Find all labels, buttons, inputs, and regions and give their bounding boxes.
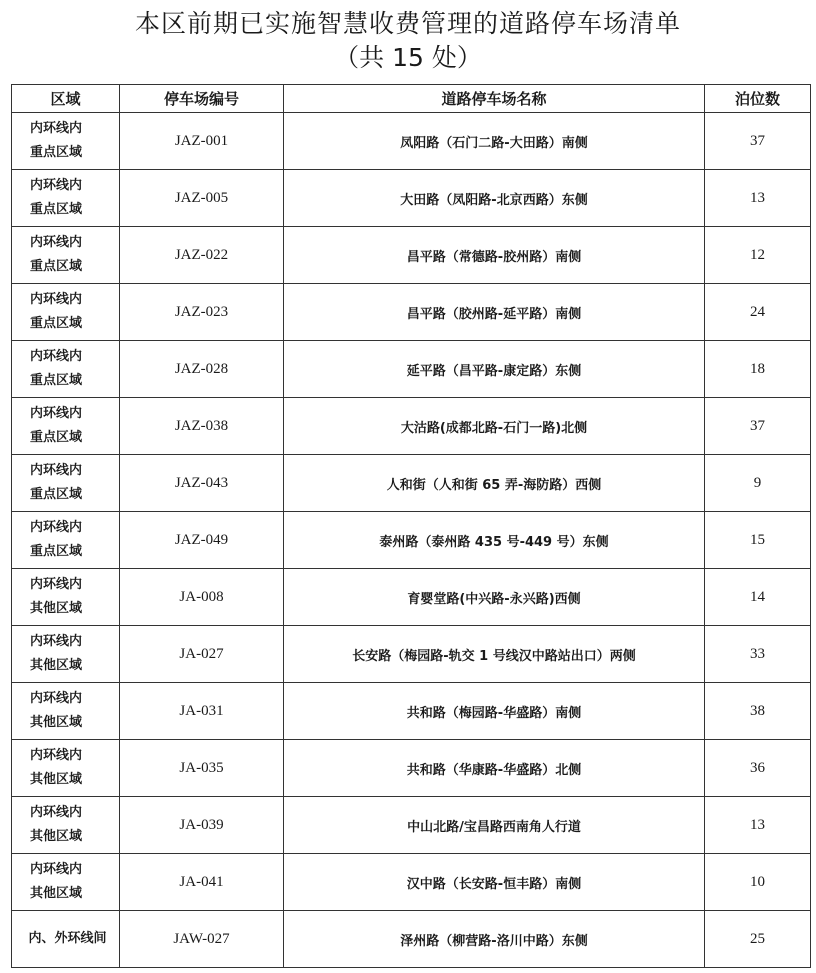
table-row (12, 797, 811, 854)
cell-zone (12, 455, 120, 512)
header-zone: 区域 (12, 85, 120, 113)
zone-line: 内环线内 (30, 406, 83, 421)
zone-line: 内环线内 (30, 292, 83, 307)
table-row (12, 740, 811, 797)
zone-line: 内环线内 (30, 235, 83, 250)
zone-line: 重点区域 (30, 373, 83, 388)
cell-lot-code: JAZ-005 (120, 170, 284, 227)
cell-lot-name: 延平路（昌平路-康定路）东侧 (284, 341, 705, 398)
cell-zone (12, 740, 120, 797)
cell-lot-name: 汉中路（长安路-恒丰路）南侧 (284, 854, 705, 911)
cell-lot-name: 长安路（梅园路-轨交 1 号线汉中路站出口）两侧 (284, 626, 705, 683)
table-row (12, 284, 811, 341)
cell-zone (12, 341, 120, 398)
zone-line: 其他区域 (30, 829, 83, 844)
zone-line: 重点区域 (30, 430, 83, 445)
cell-lot-name: 共和路（梅园路-华盛路）南侧 (284, 683, 705, 740)
table-body (12, 113, 811, 968)
table-header-row (12, 85, 811, 113)
cell-zone (12, 113, 120, 170)
zone-line: 内环线内 (30, 634, 83, 649)
zone-line: 内、外环线间 (28, 931, 107, 946)
cell-zone (12, 683, 120, 740)
cell-lot-name: 大沽路(成都北路-石门一路)北侧 (284, 398, 705, 455)
table-row (12, 626, 811, 683)
cell-lot-code: JAW-027 (120, 911, 284, 968)
table-row (12, 227, 811, 284)
table-row (12, 569, 811, 626)
page-subtitle: （共 15 处） (334, 43, 482, 72)
zone-line: 其他区域 (30, 715, 83, 730)
cell-lot-code: JA-008 (120, 569, 284, 626)
zone-line: 内环线内 (30, 520, 83, 535)
table-row (12, 512, 811, 569)
cell-zone (12, 911, 120, 968)
cell-lot-code: JA-039 (120, 797, 284, 854)
zone-line: 其他区域 (30, 658, 83, 673)
header-spaces: 泊位数 (705, 85, 811, 113)
cell-zone (12, 797, 120, 854)
cell-lot-code: JA-041 (120, 854, 284, 911)
zone-line: 其他区域 (30, 886, 83, 901)
cell-lot-name: 泰州路（泰州路 435 号-449 号）东侧 (284, 512, 705, 569)
cell-lot-code: JA-035 (120, 740, 284, 797)
zone-line: 内环线内 (30, 349, 83, 364)
cell-lot-name: 泽州路（柳营路-洛川中路）东侧 (284, 911, 705, 968)
zone-line: 内环线内 (30, 463, 83, 478)
zone-line: 重点区域 (30, 259, 83, 274)
cell-spaces: 33 (705, 626, 811, 683)
zone-line: 内环线内 (30, 691, 83, 706)
cell-zone (12, 512, 120, 569)
cell-spaces: 25 (705, 911, 811, 968)
table-row (12, 341, 811, 398)
cell-lot-code: JAZ-023 (120, 284, 284, 341)
cell-lot-name: 共和路（华康路-华盛路）北侧 (284, 740, 705, 797)
cell-spaces: 14 (705, 569, 811, 626)
cell-zone (12, 227, 120, 284)
cell-spaces: 37 (705, 113, 811, 170)
header-lot-code: 停车场编号 (120, 85, 284, 113)
parking-lot-table (11, 84, 811, 968)
table-row (12, 170, 811, 227)
cell-lot-name: 育婴堂路(中兴路-永兴路)西侧 (284, 569, 705, 626)
table-row (12, 854, 811, 911)
table-row (12, 113, 811, 170)
cell-spaces: 24 (705, 284, 811, 341)
cell-spaces: 13 (705, 797, 811, 854)
table-row (12, 911, 811, 968)
cell-lot-name: 凤阳路（石门二路-大田路）南侧 (284, 113, 705, 170)
cell-lot-code: JAZ-043 (120, 455, 284, 512)
zone-line: 重点区域 (30, 487, 83, 502)
cell-lot-code: JAZ-001 (120, 113, 284, 170)
cell-lot-code: JAZ-028 (120, 341, 284, 398)
zone-line: 其他区域 (30, 772, 83, 787)
cell-lot-name: 中山北路/宝昌路西南角人行道 (284, 797, 705, 854)
cell-lot-code: JAZ-049 (120, 512, 284, 569)
zone-line: 内环线内 (30, 121, 83, 136)
zone-line: 重点区域 (30, 316, 83, 331)
cell-zone (12, 626, 120, 683)
zone-line: 重点区域 (30, 544, 83, 559)
cell-zone (12, 170, 120, 227)
zone-line: 重点区域 (30, 202, 83, 217)
cell-spaces: 36 (705, 740, 811, 797)
table-row (12, 683, 811, 740)
zone-line: 内环线内 (30, 805, 83, 820)
header-lot-name: 道路停车场名称 (284, 85, 705, 113)
cell-lot-name: 昌平路（胶州路-延平路）南侧 (284, 284, 705, 341)
cell-spaces: 10 (705, 854, 811, 911)
cell-lot-code: JAZ-022 (120, 227, 284, 284)
page-title: 本区前期已实施智慧收费管理的道路停车场清单 (134, 9, 681, 38)
cell-lot-code: JA-031 (120, 683, 284, 740)
cell-zone (12, 398, 120, 455)
zone-line: 内环线内 (30, 748, 83, 763)
cell-spaces: 13 (705, 170, 811, 227)
table-row (12, 455, 811, 512)
cell-spaces: 12 (705, 227, 811, 284)
cell-lot-name: 昌平路（常德路-胶州路）南侧 (284, 227, 705, 284)
cell-spaces: 18 (705, 341, 811, 398)
zone-line: 重点区域 (30, 145, 83, 160)
cell-lot-name: 人和街（人和街 65 弄-海防路）西侧 (284, 455, 705, 512)
zone-line: 内环线内 (30, 577, 83, 592)
zone-line: 内环线内 (30, 178, 83, 193)
cell-lot-code: JAZ-038 (120, 398, 284, 455)
table-row (12, 398, 811, 455)
cell-zone (12, 569, 120, 626)
cell-lot-name: 大田路（凤阳路-北京西路）东侧 (284, 170, 705, 227)
cell-spaces: 37 (705, 398, 811, 455)
cell-lot-code: JA-027 (120, 626, 284, 683)
zone-line: 其他区域 (30, 601, 83, 616)
cell-spaces: 38 (705, 683, 811, 740)
cell-spaces: 9 (705, 455, 811, 512)
cell-zone (12, 854, 120, 911)
zone-line: 内环线内 (30, 862, 83, 877)
cell-spaces: 15 (705, 512, 811, 569)
cell-zone (12, 284, 120, 341)
